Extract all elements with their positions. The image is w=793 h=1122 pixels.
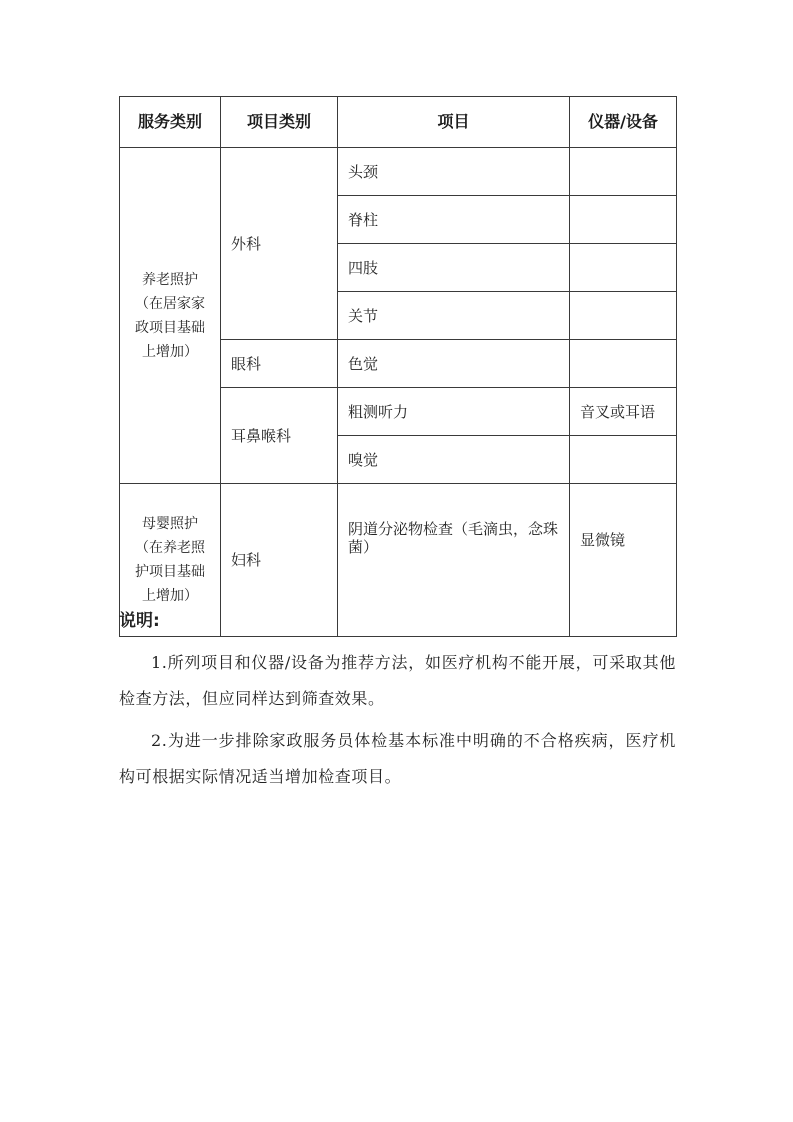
table-row <box>120 148 677 196</box>
note-paragraph: 2.为进一步排除家政服务员体检基本标准中明确的不合格疾病，医疗机构可根据实际情况适当增加检查项目。 <box>119 731 676 786</box>
table-header-row <box>120 97 677 148</box>
category-ophthalmology: 眼科 <box>221 340 338 388</box>
service-elderly-care <box>120 148 221 484</box>
device-cell <box>570 292 677 340</box>
device-cell <box>570 148 677 196</box>
category-ent: 耳鼻喉科 <box>221 388 338 484</box>
service-line: （在居家家 <box>135 295 205 312</box>
item-cell: 四肢 <box>338 244 570 292</box>
item-cell: 粗测听力 <box>338 388 570 436</box>
item-cell: 阴道分泌物检查（毛滴虫，念珠菌） <box>338 484 570 637</box>
item-cell: 嗅觉 <box>338 436 570 484</box>
device-cell <box>570 244 677 292</box>
notes-title: 说明: <box>119 611 160 631</box>
service-line: 母婴照护 <box>142 516 198 532</box>
header-category: 项目类别 <box>221 97 338 148</box>
item-cell: 色觉 <box>338 340 570 388</box>
service-line: 养老照护 <box>142 271 198 288</box>
item-cell: 脊柱 <box>338 196 570 244</box>
category-surgery: 外科 <box>221 148 338 340</box>
item-cell: 关节 <box>338 292 570 340</box>
service-line: 上增加） <box>142 588 198 604</box>
device-cell <box>570 340 677 388</box>
category-gynecology: 妇科 <box>221 484 338 637</box>
service-line: 政项目基础 <box>135 319 205 336</box>
notes-section <box>119 603 676 795</box>
device-cell: 音叉或耳语 <box>570 388 677 436</box>
device-cell <box>570 196 677 244</box>
service-line: 护项目基础 <box>135 564 205 580</box>
device-cell: 显微镜 <box>570 484 677 637</box>
header-item: 项目 <box>338 97 570 148</box>
service-line: （在养老照 <box>135 540 205 556</box>
item-cell: 头颈 <box>338 148 570 196</box>
note-paragraph: 1.所列项目和仪器/设备为推荐方法，如医疗机构不能开展，可采取其他检查方法，但应同样达到筛查效果。 <box>119 653 676 708</box>
device-cell <box>570 436 677 484</box>
exam-items-table <box>119 96 677 637</box>
header-device: 仪器/设备 <box>570 97 677 148</box>
header-service-type: 服务类别 <box>120 97 221 148</box>
service-line: 上增加） <box>142 343 198 360</box>
